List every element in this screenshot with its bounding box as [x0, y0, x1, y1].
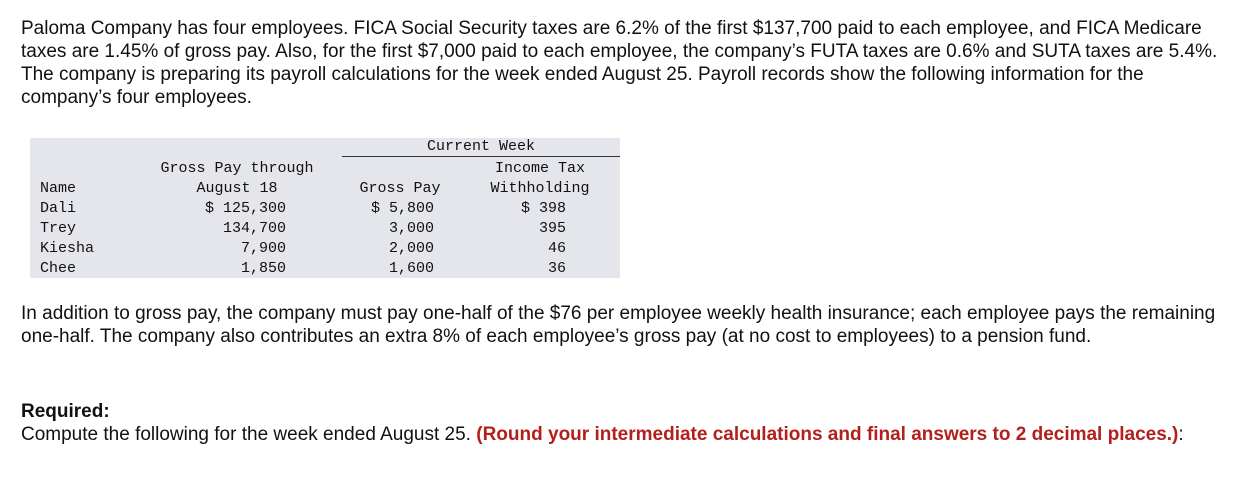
row-gross: 1,600: [388, 260, 434, 277]
income-tax-header-line2: Withholding: [490, 180, 590, 197]
row-name: Chee: [40, 260, 77, 277]
row-gross: 2,000: [388, 240, 434, 257]
ytd-header-line1: Gross Pay through: [160, 160, 314, 177]
additional-info: In addition to gross pay, the company must pay one-half of the $76 per employee weekly health insurance; each employee pays the remaining one-half. The company also contributes an extra 8% of each employee’s gross pay (at no cost to employees) to a pension fund.: [21, 303, 1216, 347]
row-ytd: 1,850: [240, 260, 286, 277]
row-name: Dali: [40, 200, 77, 217]
row-ytd: 134,700: [222, 220, 286, 237]
row-name: Trey: [40, 220, 77, 237]
row-tax: 46: [547, 240, 566, 257]
name-header: Name: [40, 180, 77, 197]
row-ytd: 7,900: [240, 240, 286, 257]
required-colon: :: [1178, 424, 1184, 445]
problem-intro: Paloma Company has four employees. FICA Social Security taxes are 6.2% of the first $137,700 paid to each employee, and FICA Medicare taxes are 1.45% of gross pay. Also, for the first $7,000 paid to each employee, the company’s FUTA taxes are 0.6% and SUTA taxes are 5.4%. The company is preparing its payroll calculations for the week ended August 25. Payroll records show the following information for the company’s four employees.: [21, 18, 1218, 108]
row-tax: 36: [547, 260, 566, 277]
ytd-header-line2: August 18: [196, 180, 278, 197]
current-week-rule: [342, 156, 620, 157]
row-name: Kiesha: [40, 240, 95, 257]
income-tax-header-line1: Income Tax: [494, 160, 585, 177]
row-gross: 3,000: [388, 220, 434, 237]
required-instructions: [21, 423, 1231, 446]
current-week-header: Current Week: [426, 138, 536, 155]
row-tax: 395: [538, 220, 566, 237]
gross-pay-header: Gross Pay: [359, 180, 441, 197]
rounding-instruction: (Round your intermediate calculations and final answers to 2 decimal places.): [476, 424, 1179, 445]
row-tax: $ 398: [520, 200, 566, 217]
row-gross: $ 5,800: [370, 200, 434, 217]
required-heading: Required:: [21, 401, 110, 422]
required-body: Compute the following for the week ended August 25.: [21, 424, 471, 445]
row-ytd: $ 125,300: [204, 200, 286, 217]
payroll-table: [30, 138, 620, 278]
